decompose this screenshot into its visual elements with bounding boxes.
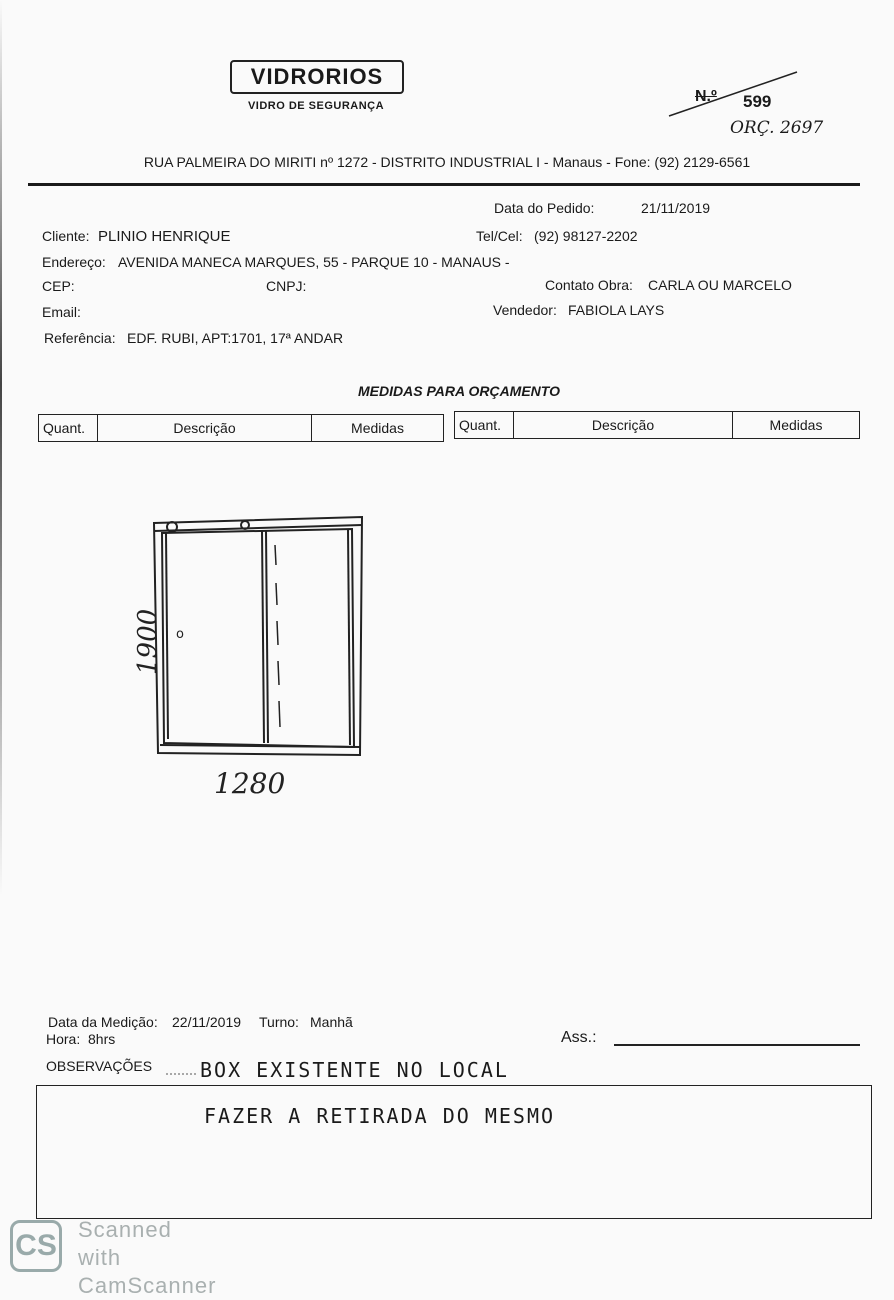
- cliente-value: PLINIO HENRIQUE: [98, 228, 231, 245]
- telcel-label: Tel/Cel:: [476, 228, 523, 244]
- email-label: Email:: [42, 304, 81, 320]
- width-dimension: 1280: [214, 767, 286, 800]
- cliente-label: Cliente:: [42, 228, 90, 244]
- contato-label: Contato Obra:: [545, 277, 633, 293]
- shower-box-sketch: [110, 505, 390, 820]
- order-number-label: N.º: [695, 88, 717, 105]
- signature-line: [614, 1044, 860, 1046]
- col-descricao: Descrição: [98, 415, 312, 442]
- company-logo: VIDRORIOS: [230, 60, 404, 94]
- col-quant: Quant.: [39, 415, 98, 442]
- camscanner-logo-icon: CS: [10, 1220, 62, 1272]
- turno-label: Turno:: [259, 1014, 299, 1030]
- hora-label: Hora:: [46, 1031, 81, 1047]
- company-tagline: VIDRO DE SEGURANÇA: [247, 100, 385, 112]
- cep-label: CEP:: [42, 278, 75, 294]
- order-number-value: 599: [743, 92, 772, 111]
- handle-mark: o: [176, 627, 184, 642]
- watermark-text: [78, 1216, 216, 1300]
- col-quant: Quant.: [455, 412, 514, 439]
- data-pedido-label: Data do Pedido:: [494, 200, 595, 216]
- referencia-label: Referência:: [44, 330, 116, 346]
- obs-dotted-line: [166, 1072, 196, 1076]
- watermark-line-2: CamScanner: [78, 1273, 217, 1298]
- page-edge-shadow: [0, 0, 2, 1280]
- observacoes-label: OBSERVAÇÕES: [46, 1058, 153, 1074]
- endereco-value: AVENIDA MANECA MARQUES, 55 - PARQUE 10 - MANAUS -: [118, 254, 510, 270]
- assinatura-label: Ass.:: [561, 1029, 597, 1046]
- strike-line-icon: [665, 68, 805, 118]
- sketch-svg: [110, 505, 390, 815]
- measurements-table-right: [454, 411, 860, 439]
- table-row: [455, 412, 860, 439]
- height-dimension: 1900: [133, 608, 163, 675]
- obs-line-1: BOX EXISTENTE NO LOCAL: [200, 1058, 509, 1082]
- endereco-label: Endereço:: [42, 254, 106, 270]
- cnpj-label: CNPJ:: [266, 278, 307, 294]
- data-pedido-value: 21/11/2019: [641, 200, 711, 216]
- col-medidas: Medidas: [733, 412, 860, 439]
- company-address: RUA PALMEIRA DO MIRITI nº 1272 - DISTRITO INDUSTRIAL I - Manaus - Fone: (92) 2129-6561: [143, 154, 751, 170]
- order-number-stamp: [665, 68, 805, 118]
- watermark-line-1: Scanned with: [78, 1217, 172, 1270]
- data-medicao-label: Data da Medição:: [48, 1014, 158, 1030]
- measurements-table-left: [38, 414, 444, 442]
- orc-number: ORÇ. 2697: [730, 118, 824, 138]
- telcel-value: (92) 98127-2202: [534, 228, 638, 244]
- col-medidas: Medidas: [312, 415, 444, 442]
- header-divider: [28, 183, 860, 186]
- vendedor-value: FABIOLA LAYS: [568, 302, 665, 318]
- contato-value: CARLA OU MARCELO: [648, 277, 792, 293]
- hora-value: 8hrs: [88, 1031, 116, 1047]
- referencia-value: EDF. RUBI, APT:1701, 17ª ANDAR: [127, 330, 344, 346]
- vendedor-label: Vendedor:: [493, 302, 557, 318]
- obs-line-2: FAZER A RETIRADA DO MESMO: [204, 1104, 556, 1128]
- turno-value: Manhã: [310, 1014, 353, 1030]
- table-row: [39, 415, 444, 442]
- measurements-title: MEDIDAS PARA ORÇAMENTO: [358, 383, 560, 399]
- col-descricao: Descrição: [514, 412, 733, 439]
- data-medicao-value: 22/11/2019: [172, 1014, 242, 1030]
